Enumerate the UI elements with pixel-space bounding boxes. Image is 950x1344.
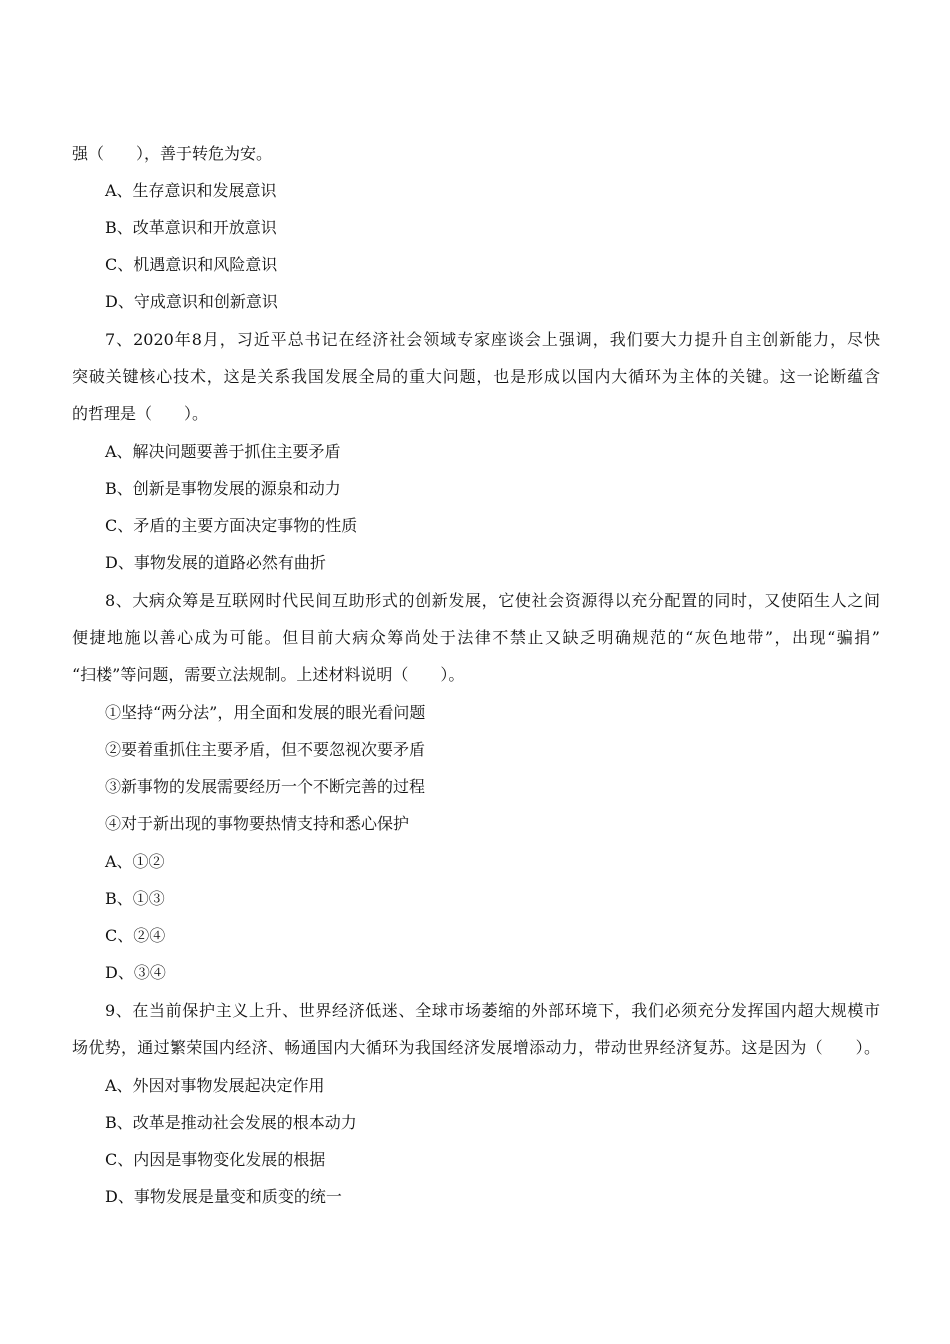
q6-option-d: D、守成意识和创新意识 bbox=[105, 292, 278, 311]
q7-stem-line-3: 的哲理是（ ）。 bbox=[72, 404, 209, 423]
q8-option-b: B、①③ bbox=[105, 889, 165, 908]
q8-option-c: C、②④ bbox=[105, 926, 166, 945]
q9-option-a: A、外因对事物发展起决定作用 bbox=[105, 1076, 325, 1095]
q8-stem-line-2: 便捷地施以善心成为可能。但目前大病众筹尚处于法律不禁止又缺乏明确规范的“灰色地带”，出现“骗捐” bbox=[72, 628, 880, 647]
q8-option-d: D、③④ bbox=[105, 963, 166, 982]
q7-option-b: B、创新是事物发展的源泉和动力 bbox=[105, 479, 341, 498]
q6-option-a: A、生存意识和发展意识 bbox=[105, 181, 277, 200]
q7-option-c: C、矛盾的主要方面决定事物的性质 bbox=[105, 516, 358, 535]
q9-stem-line-2: 场优势，通过繁荣国内经济、畅通国内大循环为我国经济发展增添动力，带动世界经济复苏。这是因为（ ）。 bbox=[72, 1038, 880, 1057]
q6-option-b: B、改革意识和开放意识 bbox=[105, 218, 277, 237]
q8-stem-line-1: 8、大病众筹是互联网时代民间互助形式的创新发展，它使社会资源得以充分配置的同时，又使陌生人之间 bbox=[105, 591, 880, 610]
q6-option-c: C、机遇意识和风险意识 bbox=[105, 255, 278, 274]
q8-statement-1: ①坚持“两分法”，用全面和发展的眼光看问题 bbox=[105, 703, 426, 722]
q7-option-a: A、解决问题要善于抓住主要矛盾 bbox=[105, 442, 341, 461]
q7-stem-line-2: 突破关键核心技术，这是关系我国发展全局的重大问题，也是形成以国内大循环为主体的关键。这一论断蕴含 bbox=[72, 367, 880, 386]
q8-statement-2: ②要着重抓住主要矛盾，但不要忽视次要矛盾 bbox=[105, 740, 426, 759]
q8-statement-4: ④对于新出现的事物要热情支持和悉心保护 bbox=[105, 814, 410, 833]
q7-option-d: D、事物发展的道路必然有曲折 bbox=[105, 553, 326, 572]
q8-option-a: A、①② bbox=[105, 852, 165, 871]
q9-option-c: C、内因是事物变化发展的根据 bbox=[105, 1150, 326, 1169]
q8-statement-3: ③新事物的发展需要经历一个不断完善的过程 bbox=[105, 777, 426, 796]
q9-option-d: D、事物发展是量变和质变的统一 bbox=[105, 1187, 342, 1206]
q9-option-b: B、改革是推动社会发展的根本动力 bbox=[105, 1113, 357, 1132]
q9-stem-line-1: 9、在当前保护主义上升、世界经济低迷、全球市场萎缩的外部环境下，我们必须充分发挥国内超大规模市 bbox=[105, 1001, 880, 1020]
q6-stem-tail: 强（ ），善于转危为安。 bbox=[72, 144, 273, 163]
q8-stem-line-3: “扫楼”等问题，需要立法规制。上述材料说明（ ）。 bbox=[72, 665, 465, 684]
q7-stem-line-1: 7、2020年8月，习近平总书记在经济社会领域专家座谈会上强调，我们要大力提升自主创新能力，尽快 bbox=[105, 330, 880, 349]
